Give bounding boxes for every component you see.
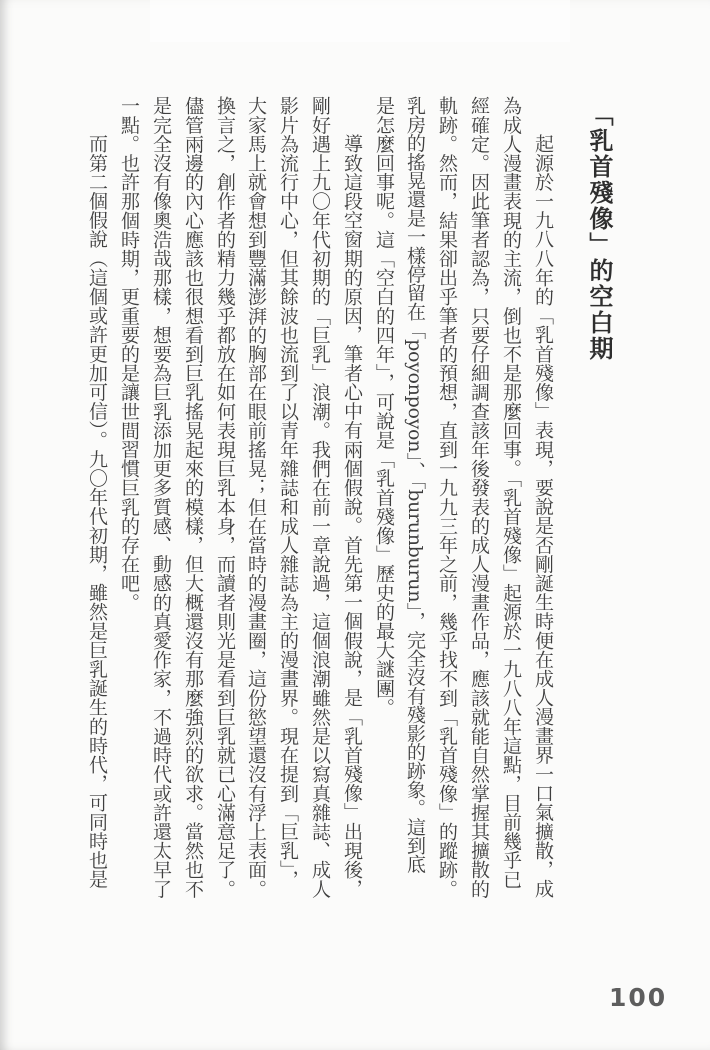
text-column-11: 換言之，創作者的精力幾乎都放在如何表現巨乳本身，而讀者則光是看到巨乳就已心滿意足了。	[214, 96, 236, 899]
page-title: 「乳首殘像」的空白期	[585, 102, 613, 362]
text-column-13: 是完全沒有像奧浩哉那樣，想要為巨乳添加更多質感、動感的真愛作家，不過時代或許還太早了	[150, 96, 172, 899]
text-column-4: 軌跡。然而，結果卻出乎筆者的預想，直到一九九三年之前，幾乎找不到「乳首殘像」的蹤跡。	[436, 96, 458, 899]
text-column-6: 是怎麼回事呢。這「空白的四年」，可說是「乳首殘像」歷史的最大謎團。	[373, 96, 395, 717]
text-column-14: 一點。也許那個時期，更重要的是讓世間習慣巨乳的存在吧。	[118, 96, 140, 612]
text-column-2: 為成人漫畫表現的主流，倒也不是那麼回事。「乳首殘像」起源於一九八八年這點，目前幾乎已	[500, 96, 522, 889]
text-column-10: 大家馬上就會想到豐滿澎湃的胸部在眼前搖晃；但在當時的漫畫圈，這份慾望還沒有浮上表面。	[245, 96, 267, 899]
text-column-1: 起源於一九八八年的「乳首殘像」表現，要說是否剛誕生時便在成人漫畫界一口氣擴散，成	[532, 134, 554, 898]
page-number: 100	[609, 983, 668, 1012]
text-column-3: 經確定。因此筆者認為，只要仔細調查該年後發表的成人漫畫作品，應該就能自然掌握其擴散的	[468, 96, 490, 899]
text-column-9: 影片為流行中心，但其餘波也流到了以青年雜誌和成人雜誌為主的漫畫界。現在提到「巨乳」，	[277, 96, 299, 889]
text-column-7: 導致這段空窗期的原因，筆者心中有兩個假說。首先第一個假說，是「乳首殘像」出現後，	[341, 134, 363, 898]
text-column-8: 剛好遇上九〇年代初期的「巨乳」浪潮。我們在前一章說過，這個浪潮雖然是以寫真雜誌、成人	[309, 96, 331, 899]
text-column-5: 乳房的搖晃還是一樣停留在「poyonpoyon」、「burunburun」，完全沒有殘影的跡象。這到底	[404, 96, 426, 874]
text-column-15: 而第二個假說（這個或許更加可信）。九〇年代初期，雖然是巨乳誕生的時代，可同時也是	[86, 134, 108, 889]
text-column-12: 儘管兩邊的內心應該也很想看到巨乳搖晃起來的模樣，但大概還沒有那麼強烈的欲求。當然也不	[182, 96, 204, 899]
